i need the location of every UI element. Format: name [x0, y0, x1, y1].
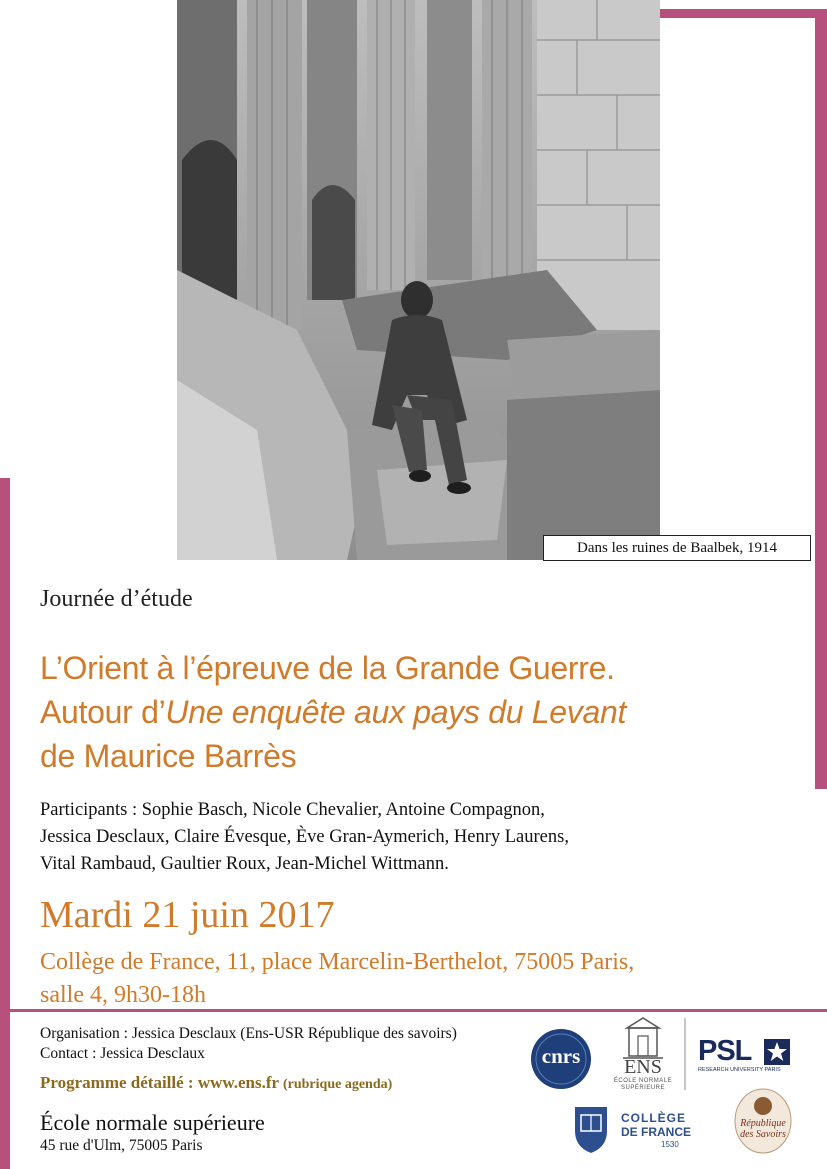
- ens-logo-sub2: SUPÉRIEURE: [620, 1085, 665, 1091]
- ens-building-icon: [605, 1016, 681, 1060]
- title-line-2: [40, 690, 626, 734]
- ens-logo: [605, 1016, 681, 1092]
- title-line-2-prefix: Autour d’: [40, 694, 166, 730]
- programme-link[interactable]: [40, 1073, 392, 1093]
- event-kicker: Journée d’étude: [40, 586, 193, 612]
- organisation-info: [40, 1024, 457, 1064]
- college-de-france-crest-icon: [571, 1103, 611, 1155]
- venue-line-1: Collège de France, 11, place Marcelin-Berthelot, 75005 Paris,: [40, 949, 635, 975]
- cdf-line-1: COLLÈGE: [621, 1111, 687, 1125]
- rds-line-2: des Savoirs: [740, 1129, 786, 1140]
- cdf-line-2: DE FRANCE: [621, 1125, 692, 1139]
- participants-line-3: Vital Rambaud, Gaultier Roux, Jean-Michel Wittmann.: [40, 854, 449, 874]
- frame-right-bar: [815, 9, 827, 789]
- title-line-1: L’Orient à l’épreuve de la Grande Guerre.: [40, 650, 615, 686]
- participants-line-2: Jessica Desclaux, Claire Évesque, Ève Gran-Aymerich, Henry Laurens,: [40, 827, 569, 847]
- organisation-line: Organisation : Jessica Desclaux (Ens-USR République des savoirs): [40, 1025, 457, 1042]
- frame-left-bar: [0, 478, 10, 1169]
- participants-line-1: Participants : Sophie Basch, Nicole Chevalier, Antoine Compagnon,: [40, 800, 545, 820]
- cnrs-logo: [530, 1028, 592, 1090]
- college-de-france-logo: [571, 1103, 701, 1155]
- programme-label[interactable]: Programme détaillé : www.ens.fr: [40, 1073, 279, 1092]
- photo-caption: Dans les ruines de Baalbek, 1914: [543, 535, 811, 561]
- photo-illustration: [177, 0, 660, 560]
- section-divider: [0, 1009, 827, 1012]
- psl-logo-text: PSL: [698, 1035, 752, 1067]
- title-line-3: de Maurice Barrès: [40, 738, 297, 774]
- psl-star-icon: [764, 1039, 790, 1065]
- participants-list: [40, 797, 569, 878]
- logo-separator: [684, 1018, 686, 1090]
- baalbek-photo: [177, 0, 660, 560]
- school-address: 45 rue d'Ulm, 75005 Paris: [40, 1137, 203, 1154]
- school-name: École normale supérieure: [40, 1110, 265, 1135]
- ens-logo-sub1: ÉCOLE NORMALE: [613, 1078, 673, 1084]
- psl-logo-sub: RESEARCH UNIVERSITY PARIS: [698, 1067, 781, 1073]
- cnrs-logo-text: cnrs: [541, 1044, 581, 1068]
- event-venue: [40, 946, 634, 1012]
- cdf-year: 1530: [661, 1140, 679, 1149]
- psl-logo: [698, 1035, 794, 1075]
- contact-line: Contact : Jessica Desclaux: [40, 1045, 205, 1062]
- republique-des-savoirs-logo: [733, 1088, 793, 1154]
- ens-logo-text: ENS: [624, 1056, 662, 1078]
- rds-line-1: République: [740, 1118, 786, 1129]
- venue-line-2: salle 4, 9h30-18h: [40, 982, 206, 1008]
- event-date: Mardi 21 juin 2017: [40, 894, 335, 936]
- event-title: [40, 646, 626, 778]
- programme-note: (rubrique agenda): [282, 1077, 393, 1092]
- book-title: Une enquête aux pays du Levant: [165, 694, 627, 730]
